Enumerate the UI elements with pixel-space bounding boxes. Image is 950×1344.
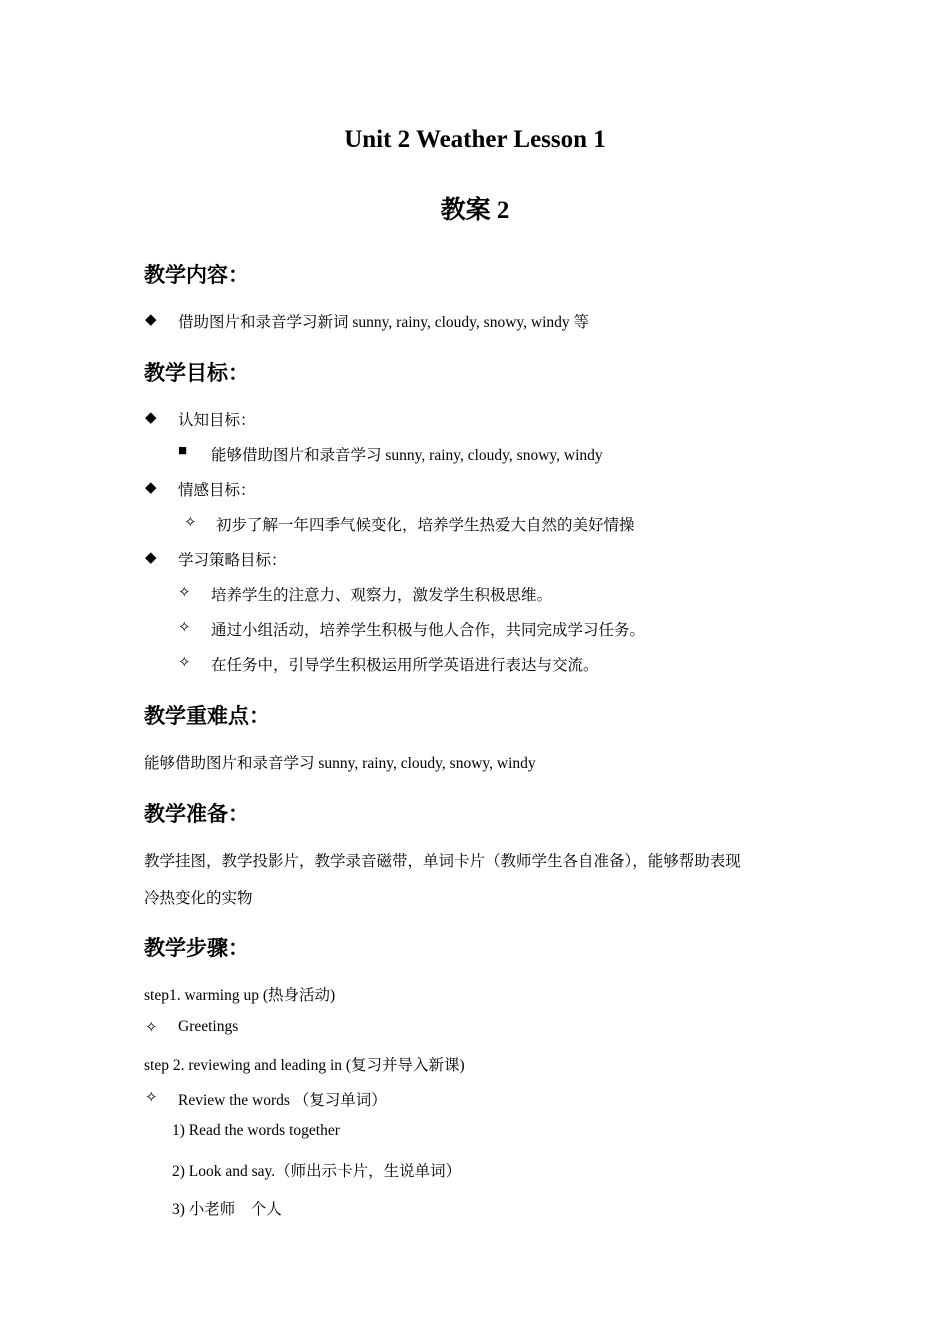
- star-bullet-icon: ✧: [178, 620, 191, 636]
- goal-strategy-item: 通过小组活动，培养学生积极与他人合作，共同完成学习任务。: [211, 622, 646, 639]
- goal-strategy-item: 在任务中，引导学生积极运用所学英语进行表达与交流。: [211, 657, 599, 674]
- diamond-bullet-icon: ◆: [145, 480, 157, 496]
- content-item: 借助图片和录音学习新词 sunny, rainy, cloudy, snowy, windy 等: [178, 314, 590, 331]
- step1-title: step1. warming up (热身活动): [144, 987, 336, 1004]
- star-bullet-icon: ✧: [184, 515, 197, 531]
- section-heading-preparation: 教学准备：: [144, 802, 249, 826]
- star-bullet-icon: ✧: [145, 1090, 158, 1106]
- preparation-line: 教学挂图，教学投影片，教学录音磁带，单词卡片（教师学生各自准备），能够帮助表现: [144, 853, 741, 870]
- star-bullet-icon: ✧: [145, 1020, 158, 1036]
- goal-cognitive-item: 能够借助图片和录音学习 sunny, rainy, cloudy, snowy, windy: [211, 447, 603, 464]
- key-points-text: 能够借助图片和录音学习 sunny, rainy, cloudy, snowy, windy: [144, 755, 536, 772]
- document-title: Unit 2 Weather Lesson 1: [344, 126, 606, 153]
- section-heading-goals: 教学目标：: [144, 361, 249, 385]
- star-bullet-icon: ✧: [178, 655, 191, 671]
- document-subtitle: 教案 2: [440, 197, 510, 224]
- goal-strategy-label: 学习策略目标：: [178, 552, 287, 569]
- diamond-bullet-icon: ◆: [145, 312, 157, 328]
- section-heading-key-points: 教学重难点：: [144, 704, 270, 728]
- goal-strategy-item: 培养学生的注意力、观察力，激发学生积极思维。: [211, 587, 553, 604]
- step2-subitem: 2) Look and say.（师出示卡片，生说单词）: [172, 1163, 462, 1180]
- step1-item: Greetings: [178, 1018, 239, 1035]
- step2-title: step 2. reviewing and leading in (复习并导入新课): [144, 1057, 465, 1074]
- square-bullet-icon: ■: [178, 443, 188, 459]
- section-heading-steps: 教学步骤：: [144, 936, 249, 960]
- goal-emotional-item: 初步了解一年四季气候变化，培养学生热爱大自然的美好情操: [216, 517, 635, 534]
- goal-emotional-label: 情感目标：: [178, 482, 256, 499]
- star-bullet-icon: ✧: [178, 585, 191, 601]
- goal-cognitive-label: 认知目标：: [178, 412, 256, 429]
- preparation-line: 冷热变化的实物: [144, 890, 253, 907]
- section-heading-content: 教学内容：: [144, 263, 249, 287]
- step2-item: Review the words （复习单词）: [178, 1092, 387, 1109]
- step2-subitem: 1) Read the words together: [172, 1122, 340, 1139]
- step2-subitem: 3) 小老师 个人: [172, 1201, 282, 1218]
- diamond-bullet-icon: ◆: [145, 410, 157, 426]
- diamond-bullet-icon: ◆: [145, 550, 157, 566]
